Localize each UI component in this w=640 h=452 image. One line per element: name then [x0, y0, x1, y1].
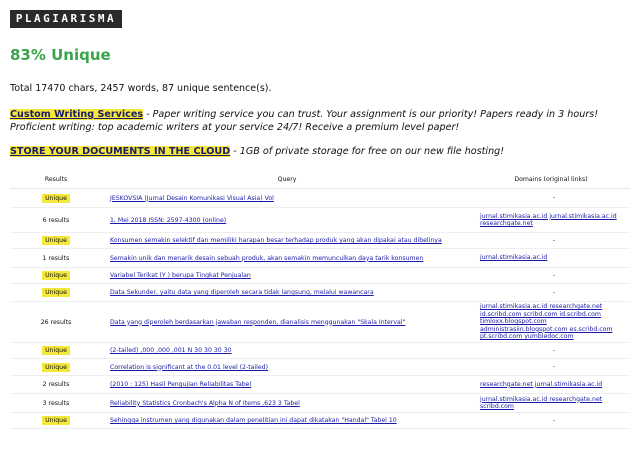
- query-cell: [102, 249, 472, 268]
- query-cell: [102, 233, 472, 249]
- promo-cloud-storage: [10, 145, 630, 158]
- query-link[interactable]: Variabel Terikat (Y ) berupa Tingkat Penjualan: [110, 272, 251, 279]
- query-cell: [102, 359, 472, 376]
- result-count: 26 results: [40, 318, 72, 326]
- query-link[interactable]: Sehingga instrumen yang digunakan dalam penelitian ini dapat dikatakan "Handal" Tabel 10: [110, 417, 397, 424]
- query-cell: [102, 413, 472, 429]
- result-count: 2 results: [42, 381, 70, 388]
- no-domains: -: [552, 346, 556, 354]
- query-column-header: Query: [102, 170, 472, 189]
- text-statistics: Total 17470 chars, 2457 words, 87 unique sentence(s).: [10, 83, 272, 94]
- query-cell: [102, 302, 472, 343]
- promo-text: - Paper writing service you can trust. Your assignment is our priority! Papers ready in 3 hours! Proficient writing: top academic writers at your service 24/7! Receive a premium level paper!: [10, 109, 599, 133]
- domains-cell: [472, 343, 630, 359]
- query-cell: [102, 208, 472, 233]
- table-row: [10, 394, 630, 413]
- no-domains: -: [552, 271, 556, 279]
- unique-badge: Unique: [42, 236, 70, 245]
- result-cell: [10, 233, 102, 249]
- query-link[interactable]: (2-tailed) ,000 ,000 ,001 N 30 30 30 30: [110, 347, 232, 354]
- unique-badge: Unique: [42, 288, 70, 297]
- result-cell: [10, 394, 102, 413]
- table-row: [10, 343, 630, 359]
- domains-cell: [472, 233, 630, 249]
- domain-links[interactable]: jurnal.stimikasia.ac.id researchgate.net id.scribd.com scribd.com id.scribd.com timloxx.blogspot.com administrasiin.blogspot.com es.scribd.com pt.scribd.com yumbledoc.com: [480, 303, 613, 341]
- domains-cell: [472, 376, 630, 394]
- unique-badge: Unique: [42, 416, 70, 425]
- query-link[interactable]: 1, Mei 2018 ISSN: 2597-4300 (online): [110, 216, 227, 224]
- result-count: 6 results: [42, 216, 70, 224]
- unique-badge: Unique: [42, 363, 70, 372]
- result-cell: [10, 376, 102, 394]
- domains-cell: [472, 189, 630, 208]
- table-row: [10, 233, 630, 249]
- unique-badge: Unique: [42, 271, 70, 280]
- domains-cell: [472, 208, 630, 233]
- plagiarisma-logo[interactable]: PLAGIARISMA: [10, 10, 122, 28]
- domain-links[interactable]: jurnal.stimikasia.ac.id: [480, 254, 548, 262]
- domain-links[interactable]: jurnal.stimikasia.ac.id jurnal.stimikasia.ac.id researchgate.net: [480, 212, 617, 227]
- result-cell: [10, 249, 102, 268]
- result-cell: [10, 284, 102, 302]
- table-row: [10, 413, 630, 429]
- domains-cell: [472, 284, 630, 302]
- unique-badge: Unique: [42, 194, 70, 203]
- query-link[interactable]: Data Sekunder, yaitu data yang diperoleh secara tidak langsung, melalui wawancara: [110, 289, 374, 296]
- table-row: [10, 249, 630, 268]
- result-cell: [10, 268, 102, 284]
- query-cell: [102, 343, 472, 359]
- query-cell: [102, 189, 472, 208]
- query-link[interactable]: Semakin unik dan menarik desain sebuah produk, akan semakin memunculkan daya tarik konsumen: [110, 254, 424, 262]
- domains-column-header: Domains (original links): [472, 170, 630, 189]
- table-row: [10, 359, 630, 376]
- query-cell: [102, 394, 472, 413]
- no-domains: -: [552, 236, 556, 244]
- no-domains: -: [552, 194, 556, 202]
- query-cell: [102, 268, 472, 284]
- result-count: 1 results: [42, 254, 70, 262]
- promo-text: - 1GB of private storage for free on our new file hosting!: [230, 146, 505, 157]
- table-row: [10, 208, 630, 233]
- result-cell: [10, 208, 102, 233]
- table-row: [10, 189, 630, 208]
- domains-cell: [472, 394, 630, 413]
- table-row: [10, 284, 630, 302]
- query-link[interactable]: (2010 : 125) Hasil Pengujian Reliabilitas Tabel: [110, 381, 252, 388]
- result-cell: [10, 302, 102, 343]
- domains-cell: [472, 359, 630, 376]
- domains-cell: [472, 302, 630, 343]
- table-row: [10, 268, 630, 284]
- query-link[interactable]: JESKOVSIA (Jurnal Desain Komunikasi Visual Asia) Vol: [110, 194, 274, 202]
- results-column-header: Results: [10, 170, 102, 189]
- no-domains: -: [552, 363, 556, 371]
- no-domains: -: [552, 416, 556, 424]
- query-link[interactable]: Data yang diperoleh berdasarkan jawaban responden, dianalisis menggunakan "Skala Interval": [110, 318, 406, 326]
- query-link[interactable]: Correlation is significant at the 0.01 level (2-tailed): [110, 363, 269, 371]
- query-cell: [102, 376, 472, 394]
- table-row: [10, 302, 630, 343]
- table-header-row: [10, 170, 630, 189]
- query-cell: [102, 284, 472, 302]
- domain-links[interactable]: jurnal.stimikasia.ac.id researchgate.net scribd.com: [480, 395, 603, 410]
- result-cell: [10, 413, 102, 429]
- domain-links[interactable]: researchgate.net jurnal.stimikasia.ac.id: [480, 380, 603, 388]
- result-count: 3 results: [42, 399, 70, 407]
- result-cell: [10, 359, 102, 376]
- query-link[interactable]: Konsumen semakin selektif dan memiliki harapan besar terhadap produk yang akan dipakai atau dibelinya: [110, 237, 442, 244]
- query-link[interactable]: Reliability Statistics Cronbach's Alpha N of Items ,623 3 Tabel: [110, 399, 300, 407]
- unique-badge: Unique: [42, 346, 70, 355]
- uniqueness-percentage: 83% Unique: [10, 46, 111, 64]
- domains-cell: [472, 268, 630, 284]
- table-row: [10, 376, 630, 394]
- promo-custom-writing: [10, 108, 630, 134]
- cloud-storage-link[interactable]: STORE YOUR DOCUMENTS IN THE CLOUD: [10, 146, 231, 157]
- domains-cell: [472, 413, 630, 429]
- result-cell: [10, 343, 102, 359]
- domains-cell: [472, 249, 630, 268]
- results-table: [10, 170, 630, 429]
- no-domains: -: [552, 288, 556, 296]
- result-cell: [10, 189, 102, 208]
- custom-writing-link[interactable]: Custom Writing Services: [10, 109, 144, 120]
